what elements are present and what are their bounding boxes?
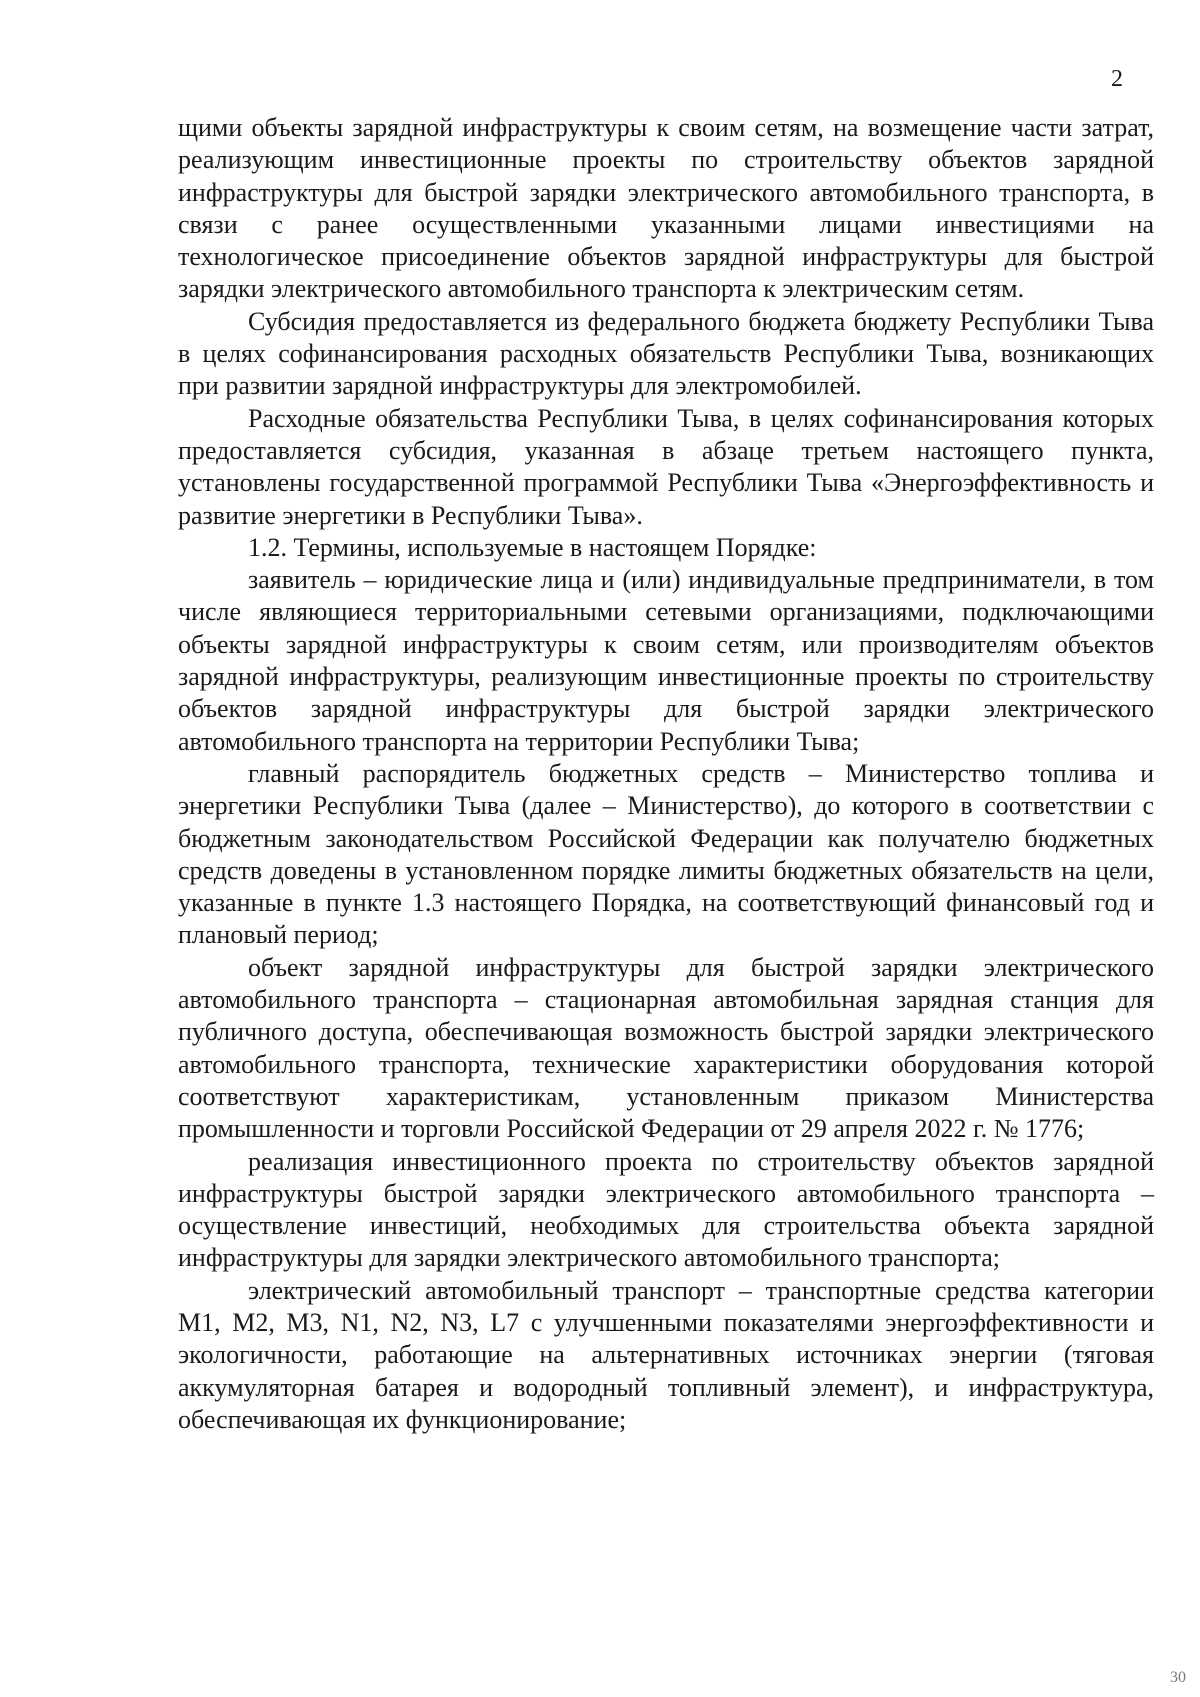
paragraph-term-charging-object: объект зарядной инфраструктуры для быстрой зарядки электрического автомобильного транспорта – стационарная автомобильная зарядная станция для публичного доступа, обеспечивающая возможность быстрой зарядки электрического автомобильного транспорта, технические характеристики оборудования которой соответствуют характеристикам, установленным приказом Министерства промышленности и торговли Российской Федерации от 29 апреля 2022 г. № 1776; [178,952,1154,1144]
paragraph-term-electric-transport: электрический автомобильный транспорт – транспортные средства категории M1, M2, M3, N1, N2, N3, L7 с улучшенными показателями энергоэффективности и экологичности, работающие на альтернативных источниках энергии (тяговая аккумуляторная батарея и водородный топливный элемент), и инфраструктура, обеспечивающая их функционирование; [178,1275,1154,1434]
paragraph-terms-heading: 1.2. Термины, используемые в настоящем Порядке: [248,532,817,562]
paragraph-term-budget-manager: главный распорядитель бюджетных средств – Министерство топлива и энергетики Республики Тыва (далее – Министерство), до которого в соответствии с бюджетным законодательством Российской Федерации как получателю бюджетных средств доведены в установленном порядке лимиты бюджетных обязательств на цели, указанные в пункте 1.3 настоящего Порядка, на соответствующий финансовый год и плановый период; [178,758,1154,950]
paragraph-term-investment-project: реализация инвестиционного проекта по строительству объектов зарядной инфраструктуры быстрой зарядки электрического автомобильного транспорта – осуществление инвестиций, необходимых для строительства объекта зарядной инфраструктуры для зарядки электрического автомобильного транспорта; [178,1146,1154,1273]
page-number: 2 [1111,66,1123,92]
document-body [178,112,1154,1436]
paragraph-continuation: щими объекты зарядной инфраструктуры к своим сетям, на возмещение части затрат, реализующим инвестиционные проекты по строительству объектов зарядной инфраструктуры для быстрой зарядки электрического автомобильного транспорта, в связи с ранее осуществленными указанными лицами инвестициями на технологическое присоединение объектов зарядной инфраструктуры для быстрой зарядки электрического автомобильного транспорта к электрическим сетям. [178,113,1154,304]
paragraph-expense-obligations: Расходные обязательства Республики Тыва, в целях софинансирования которых предоставляется субсидия, указанная в абзаце третьем настоящего пункта, установлены государственной программой Республики Тыва «Энергоэффективность и развитие энергетики в Республики Тыва». [178,403,1154,530]
corner-mark: 30 [1170,1669,1186,1686]
paragraph-term-applicant: заявитель – юридические лица и (или) индивидуальные предприниматели, в том числе являющиеся территориальными сетевыми организациями, подключающими объекты зарядной инфраструктуры к своим сетям, или производителям объектов зарядной инфраструктуры, реализующим инвестиционные проекты по строительству объектов зарядной инфраструктуры для быстрой зарядки электрического автомобильного транспорта на территории Республики Тыва; [178,565,1154,756]
paragraph-subsidy-source: Субсидия предоставляется из федерального бюджета бюджету Республики Тыва в целях софинансирования расходных обязательств Республики Тыва, возникающих при развитии зарядной инфраструктуры для электромобилей. [178,306,1154,401]
